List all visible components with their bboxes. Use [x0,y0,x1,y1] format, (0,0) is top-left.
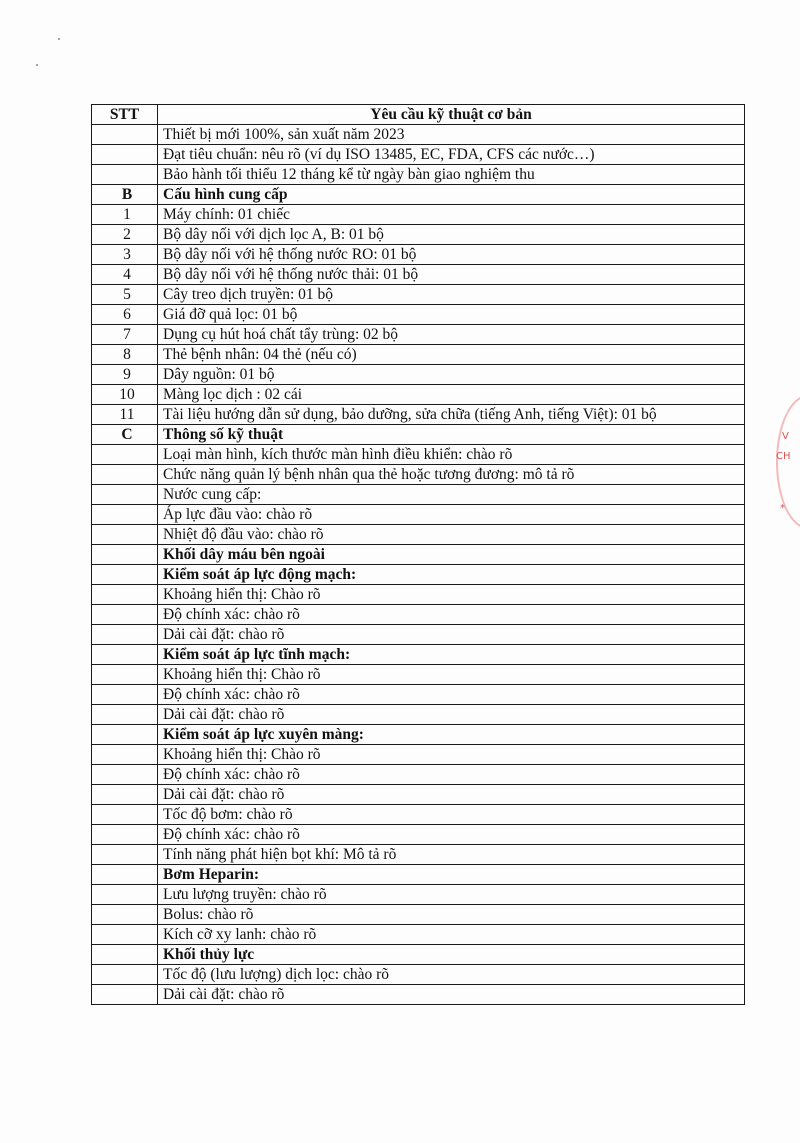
row-stt: 2 [92,225,158,245]
row-requirement: Tốc độ (lưu lượng) dịch lọc: chào rõ [158,965,745,985]
row-stt [92,545,158,565]
row-stt [92,725,158,745]
table-row [92,445,745,465]
row-stt [92,445,158,465]
table-row [92,325,745,345]
scan-speck [58,38,60,40]
row-stt [92,605,158,625]
row-stt: 8 [92,345,158,365]
table-row [92,805,745,825]
table-row [92,745,745,765]
red-stamp-fragment [768,395,800,535]
scan-specks [30,30,50,70]
row-requirement: Nước cung cấp: [158,485,745,505]
row-stt [92,465,158,485]
table-row [92,525,745,545]
row-stt: 6 [92,305,158,325]
row-stt [92,965,158,985]
row-requirement: Dải cài đặt: chào rõ [158,625,745,645]
table-row [92,625,745,645]
table-row [92,965,745,985]
table-row [92,345,745,365]
row-requirement: Áp lực đầu vào: chào rõ [158,505,745,525]
row-stt [92,825,158,845]
row-stt [92,945,158,965]
row-requirement: Bolus: chào rõ [158,905,745,925]
row-requirement: Chức năng quản lý bệnh nhân qua thẻ hoặc tương đương: mô tả rõ [158,465,745,485]
row-stt [92,125,158,145]
row-requirement: Bộ dây nối với dịch lọc A, B: 01 bộ [158,225,745,245]
table-row [92,605,745,625]
section-row [92,185,745,205]
row-stt: 10 [92,385,158,405]
row-requirement: Độ chính xác: chào rõ [158,685,745,705]
table-row [92,645,745,665]
row-stt [92,745,158,765]
row-stt: 1 [92,205,158,225]
stamp-text: V [782,431,789,442]
row-stt [92,525,158,545]
row-requirement: Tính năng phát hiện bọt khí: Mô tả rõ [158,845,745,865]
row-stt [92,925,158,945]
table-row [92,165,745,185]
row-stt [92,985,158,1005]
row-requirement: Khối thủy lực [158,945,745,965]
row-requirement: Bộ dây nối với hệ thống nước RO: 01 bộ [158,245,745,265]
row-stt: 5 [92,285,158,305]
table-row [92,665,745,685]
table-row [92,245,745,265]
stamp-text: CH [776,451,791,462]
table-row [92,265,745,285]
table-row [92,285,745,305]
table-row [92,985,745,1005]
row-requirement: Độ chính xác: chào rõ [158,825,745,845]
row-stt [92,485,158,505]
section-row [92,425,745,445]
row-stt [92,845,158,865]
row-requirement: Kiểm soát áp lực tĩnh mạch: [158,645,745,665]
table-row [92,685,745,705]
row-requirement: Kiểm soát áp lực xuyên màng: [158,725,745,745]
row-requirement: Máy chính: 01 chiếc [158,205,745,225]
row-stt: 9 [92,365,158,385]
row-stt: 3 [92,245,158,265]
row-requirement: Dải cài đặt: chào rõ [158,705,745,725]
row-stt [92,565,158,585]
table-row [92,125,745,145]
table-row [92,845,745,865]
table-row [92,485,745,505]
table-row [92,305,745,325]
table-row [92,225,745,245]
row-requirement: Lưu lượng truyền: chào rõ [158,885,745,905]
row-requirement: Kiểm soát áp lực động mạch: [158,565,745,585]
table-row [92,365,745,385]
row-stt [92,805,158,825]
table-row [92,505,745,525]
row-stt: 11 [92,405,158,425]
row-requirement: Loại màn hình, kích thước màn hình điều khiển: chào rõ [158,445,745,465]
table-row [92,765,745,785]
row-stt [92,145,158,165]
table-row [92,545,745,565]
table-row [92,205,745,225]
row-requirement: Khoảng hiển thị: Chào rõ [158,665,745,685]
row-requirement: Cấu hình cung cấp [158,185,745,205]
row-stt [92,665,158,685]
row-requirement: Khoảng hiển thị: Chào rõ [158,745,745,765]
row-stt [92,585,158,605]
table-row [92,925,745,945]
row-stt [92,885,158,905]
row-requirement: Thẻ bệnh nhân: 04 thẻ (nếu có) [158,345,745,365]
table-row [92,405,745,425]
table-row [92,585,745,605]
table-header-row [92,105,745,125]
row-stt: 7 [92,325,158,345]
row-stt [92,625,158,645]
table-row [92,905,745,925]
row-requirement: Cây treo dịch truyền: 01 bộ [158,285,745,305]
row-requirement: Dây nguồn: 01 bộ [158,365,745,385]
row-requirement: Thông số kỹ thuật [158,425,745,445]
row-stt [92,785,158,805]
row-stt: 4 [92,265,158,285]
table-row [92,385,745,405]
row-stt [92,165,158,185]
row-requirement: Độ chính xác: chào rõ [158,765,745,785]
row-requirement: Thiết bị mới 100%, sản xuất năm 2023 [158,125,745,145]
row-requirement: Bơm Heparin: [158,865,745,885]
header-requirement: Yêu cầu kỹ thuật cơ bản [158,105,745,125]
row-stt [92,865,158,885]
row-requirement: Giá đỡ quả lọc: 01 bộ [158,305,745,325]
row-requirement: Màng lọc dịch : 02 cái [158,385,745,405]
row-requirement: Kích cỡ xy lanh: chào rõ [158,925,745,945]
row-stt [92,645,158,665]
table-row [92,945,745,965]
header-stt: STT [92,105,158,125]
row-stt: B [92,185,158,205]
row-requirement: Nhiệt độ đầu vào: chào rõ [158,525,745,545]
table-row [92,465,745,485]
row-requirement: Tài liệu hướng dẫn sử dụng, bảo dưỡng, sửa chữa (tiếng Anh, tiếng Việt): 01 bộ [158,405,745,425]
row-requirement: Khối dây máu bên ngoài [158,545,745,565]
table-row [92,825,745,845]
stamp-text: * [780,503,785,514]
table-row [92,565,745,585]
scan-speck [36,64,38,66]
table-row [92,885,745,905]
row-requirement: Bộ dây nối với hệ thống nước thải: 01 bộ [158,265,745,285]
table-row [92,785,745,805]
technical-requirements-table [91,104,745,1005]
row-stt [92,685,158,705]
row-requirement: Tốc độ bơm: chào rõ [158,805,745,825]
row-requirement: Độ chính xác: chào rõ [158,605,745,625]
row-requirement: Bảo hành tối thiểu 12 tháng kể từ ngày bàn giao nghiệm thu [158,165,745,185]
table-row [92,725,745,745]
row-requirement: Dụng cụ hút hoá chất tẩy trùng: 02 bộ [158,325,745,345]
table-row [92,145,745,165]
row-stt: C [92,425,158,445]
row-requirement: Dải cài đặt: chào rõ [158,785,745,805]
table-body [92,125,745,1005]
table-row [92,705,745,725]
row-stt [92,765,158,785]
row-stt [92,705,158,725]
row-requirement: Dải cài đặt: chào rõ [158,985,745,1005]
row-stt [92,905,158,925]
row-stt [92,505,158,525]
row-requirement: Khoảng hiển thị: Chào rõ [158,585,745,605]
table-row [92,865,745,885]
row-requirement: Đạt tiêu chuẩn: nêu rõ (ví dụ ISO 13485, EC, FDA, CFS các nước…) [158,145,745,165]
